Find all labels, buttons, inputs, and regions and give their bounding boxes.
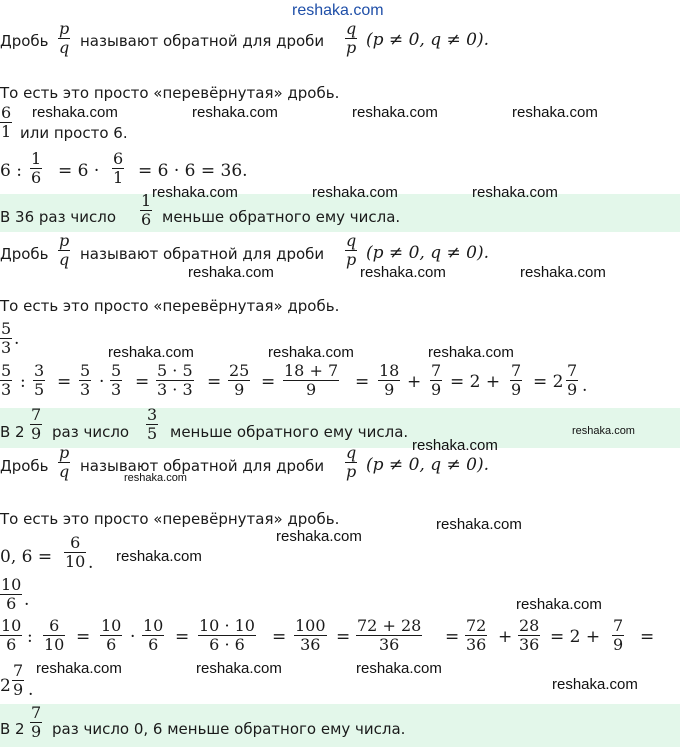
definition-middle: называют обратной для дроби (80, 457, 325, 475)
watermark-top[interactable]: reshaka.com (292, 2, 384, 19)
fraction-p-over-q: $\frac{p}{q}$ (59, 19, 70, 57)
calc-op: = (272, 627, 287, 647)
answer-1-fraction: $\frac{1}{6}$ (141, 191, 152, 229)
calc-op: = 2 (533, 372, 564, 392)
calc-op: = (355, 372, 370, 392)
calc-op: + (498, 627, 513, 647)
watermark[interactable]: reshaka.com (520, 264, 606, 281)
answer-1-suffix: меньше обратного ему числа. (162, 208, 401, 226)
fraction-q-over-p: $\frac{q}{p}$ (346, 443, 357, 481)
watermark[interactable]: reshaka.com (276, 528, 362, 545)
calc-op: = (76, 627, 91, 647)
fraction-p-over-q: $\frac{p}{q}$ (59, 231, 70, 269)
calc-op: = (175, 627, 190, 647)
calc-op: = 2 + (450, 372, 501, 392)
watermark[interactable]: reshaka.com (436, 516, 522, 533)
answer-3-suffix: раз число 0, 6 меньше обратного ему числа. (52, 720, 406, 738)
calc-fraction-b: $\frac{3}{5}$ (34, 361, 45, 399)
calc-op: + (407, 372, 422, 392)
answer-1-prefix: В 36 раз число (0, 208, 116, 226)
watermark[interactable]: reshaka.com (512, 104, 598, 121)
watermark[interactable]: reshaka.com (516, 596, 602, 613)
watermark[interactable]: reshaka.com (188, 264, 274, 281)
answer-2-fraction-1: $\frac{7}{9}$ (31, 405, 42, 443)
watermark[interactable]: reshaka.com (36, 660, 122, 677)
calc-op: = (135, 372, 150, 392)
calc-op: : (27, 627, 33, 647)
calc-fraction-k: $\frac{7}{9}$ (511, 361, 522, 399)
calc-fraction-h: $\frac{72 + 28}{36}$ (357, 616, 422, 654)
calc-op: · (99, 372, 105, 392)
definition-condition: (p ≠ 0, q ≠ 0). (366, 455, 489, 475)
definition-prefix: Дробь (0, 457, 49, 475)
calc-fraction-m: $\frac{7}{9}$ (567, 361, 578, 399)
definition-prefix: Дробь (0, 32, 49, 50)
calc-fraction-f: $\frac{10 \cdot 10}{6 \cdot 6}$ (199, 616, 255, 654)
reciprocal-fraction: $\frac{6}{1}$ (1, 103, 12, 141)
answer-2-fraction-2: $\frac{3}{5}$ (147, 405, 158, 443)
fraction-q-over-p: $\frac{q}{p}$ (346, 231, 357, 269)
calc-op: = (336, 627, 351, 647)
watermark[interactable]: reshaka.com (552, 676, 638, 693)
calc-fraction-i: $\frac{72}{36}$ (466, 616, 487, 654)
calc-fraction-c: $\frac{10}{6}$ (101, 616, 122, 654)
calc-fraction-h: $\frac{18 + 7}{9}$ (284, 361, 339, 399)
decimal-dot: . (88, 553, 94, 573)
watermark[interactable]: reshaka.com (108, 344, 194, 361)
result-dot: . (28, 680, 34, 700)
result-fraction: $\frac{7}{9}$ (13, 661, 24, 699)
calc-fraction-c: $\frac{5}{3}$ (80, 361, 91, 399)
calc-fraction-1: $\frac{1}{6}$ (31, 149, 42, 187)
calc-op: = (640, 627, 655, 647)
watermark[interactable]: reshaka.com (412, 437, 498, 454)
calc-fraction-g: $\frac{100}{36}$ (295, 616, 326, 654)
calc-fraction-a: $\frac{10}{6}$ (1, 616, 22, 654)
calc-op: : (20, 372, 26, 392)
explanation-text: То есть это просто «перевёрнутая» дробь. (0, 510, 340, 528)
fraction-p-over-q: $\frac{p}{q}$ (59, 443, 70, 481)
watermark[interactable]: reshaka.com (472, 184, 558, 201)
definition-middle: называют обратной для дроби (80, 245, 325, 263)
definition-condition: (p ≠ 0, q ≠ 0). (366, 243, 489, 263)
calc-op: = (207, 372, 222, 392)
calc-fraction-j: $\frac{28}{36}$ (519, 616, 540, 654)
reciprocal-dot: . (24, 590, 30, 610)
calc-op: . (582, 376, 588, 396)
answer-3-fraction: $\frac{7}{9}$ (31, 703, 42, 741)
calc-fraction-i: $\frac{18}{9}$ (379, 361, 400, 399)
calc-op: · (130, 627, 136, 647)
answer-3-prefix: В 2 (0, 720, 25, 738)
reciprocal-fraction: $\frac{10}{6}$ (1, 575, 22, 613)
watermark[interactable]: reshaka.com (32, 104, 118, 121)
calc-op: = 2 + (550, 627, 601, 647)
reciprocal-tail: или просто 6. (20, 124, 128, 142)
explanation-text: То есть это просто «перевёрнутая» дробь. (0, 84, 340, 102)
watermark[interactable]: reshaka.com (268, 344, 354, 361)
watermark[interactable]: reshaka.com (312, 184, 398, 201)
calc-op: = (261, 372, 276, 392)
calc-fraction-b: $\frac{6}{10}$ (44, 616, 65, 654)
calc-fraction-e: $\frac{10}{6}$ (143, 616, 164, 654)
calc-part-3: = 6 · 6 = 36. (138, 161, 248, 181)
calc-fraction-e: $\frac{5}{3}$ (111, 361, 122, 399)
watermark[interactable]: reshaka.com (152, 184, 238, 201)
explanation-text: То есть это просто «перевёрнутая» дробь. (0, 297, 340, 315)
decimal-line: 0, 6 = (0, 547, 53, 567)
calc-part-1: 6 : (0, 161, 22, 181)
decimal-fraction: $\frac{6}{10}$ (65, 533, 86, 571)
definition-middle: называют обратной для дроби (80, 32, 325, 50)
watermark[interactable]: reshaka.com (360, 264, 446, 281)
definition-prefix: Дробь (0, 245, 49, 263)
calc-part-2: = 6 · (58, 161, 100, 181)
watermark[interactable]: reshaka.com (124, 472, 187, 484)
watermark[interactable]: reshaka.com (572, 425, 635, 437)
reciprocal-fraction: $\frac{5}{3}$ (1, 319, 12, 357)
calc-op: = (57, 372, 72, 392)
watermark[interactable]: reshaka.com (192, 104, 278, 121)
calc-fraction-j: $\frac{7}{9}$ (431, 361, 442, 399)
answer-2-suffix: меньше обратного ему числа. (170, 423, 409, 441)
calc-fraction-a: $\frac{5}{3}$ (1, 361, 12, 399)
fraction-q-over-p: $\frac{q}{p}$ (346, 19, 357, 57)
watermark[interactable]: reshaka.com (352, 104, 438, 121)
result-whole: 2 (0, 676, 11, 696)
watermark[interactable]: reshaka.com (428, 344, 514, 361)
watermark[interactable]: reshaka.com (116, 548, 202, 565)
watermark[interactable]: reshaka.com (356, 660, 442, 677)
answer-2-middle: раз число (52, 423, 130, 441)
calc-fraction-f: $\frac{5 \cdot 5}{3 \cdot 3}$ (157, 361, 193, 399)
calc-fraction-2: $\frac{6}{1}$ (113, 149, 124, 187)
answer-2-prefix: В 2 (0, 423, 25, 441)
watermark[interactable]: reshaka.com (196, 660, 282, 677)
reciprocal-tail: . (14, 329, 20, 349)
calc-fraction-g: $\frac{25}{9}$ (229, 361, 250, 399)
calc-fraction-k: $\frac{7}{9}$ (613, 616, 624, 654)
calc-op: = (445, 627, 460, 647)
definition-condition: (p ≠ 0, q ≠ 0). (366, 30, 489, 50)
